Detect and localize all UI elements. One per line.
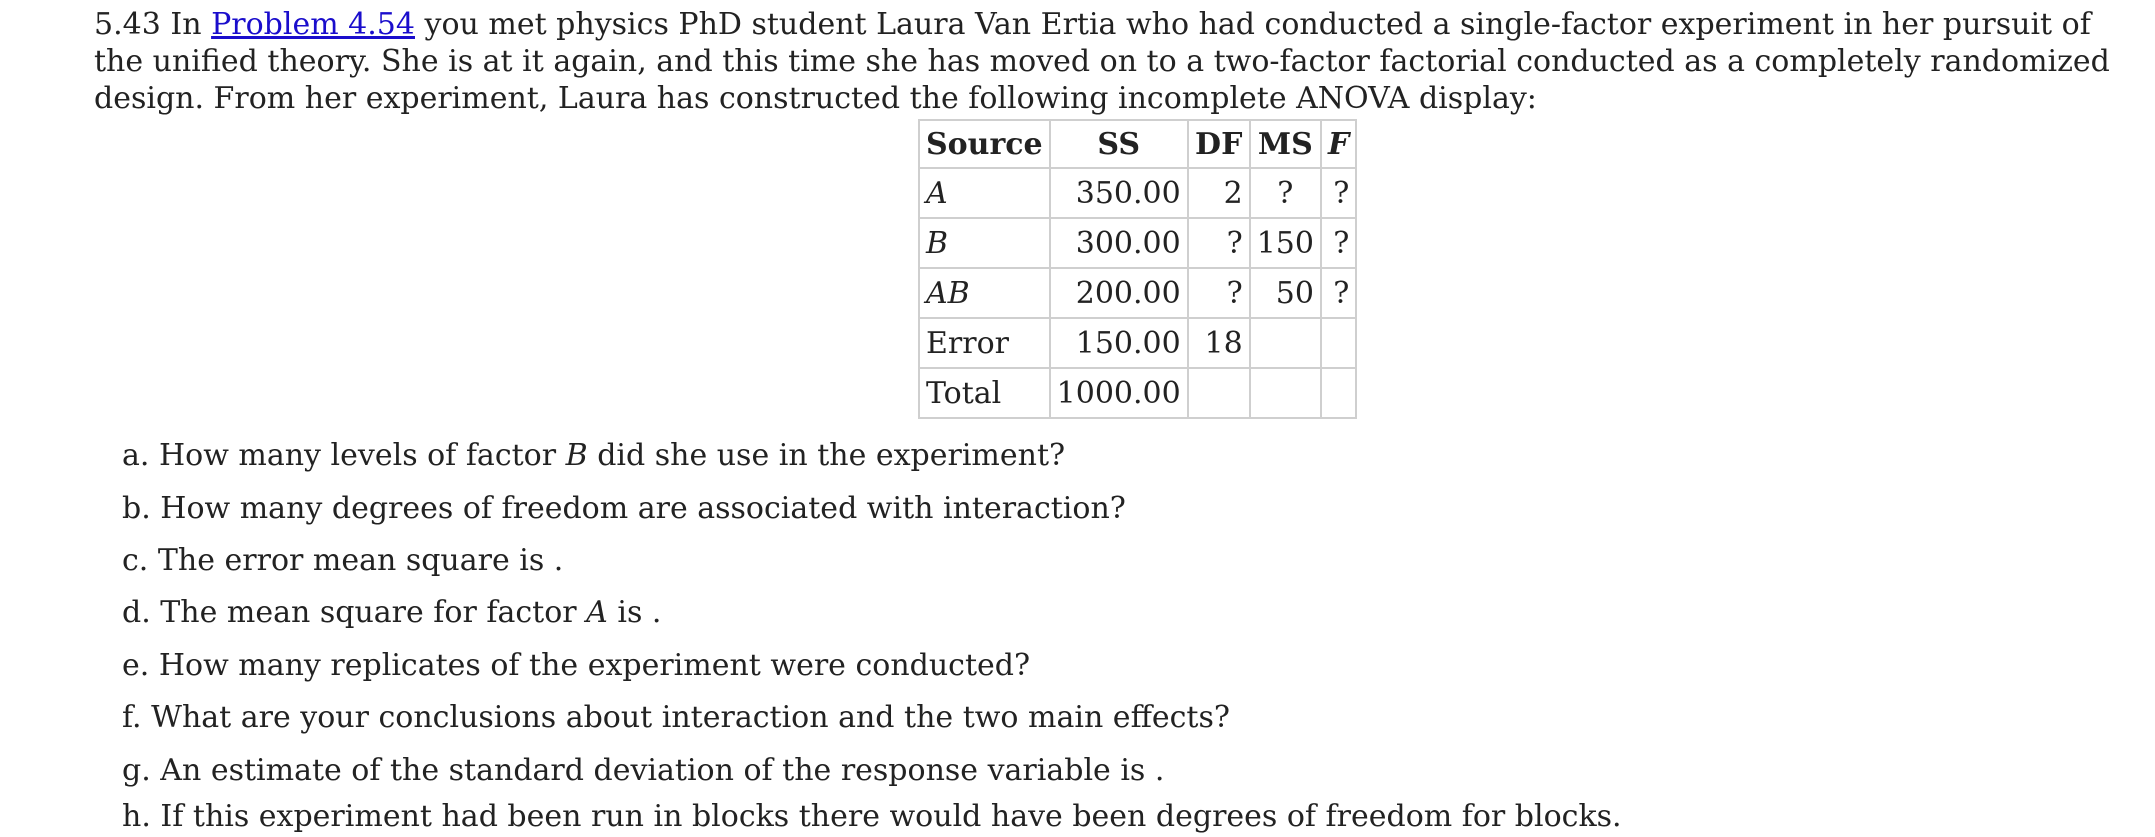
anova-header-row	[919, 120, 1356, 168]
anova-table-wrapper	[918, 119, 1357, 419]
cell-df: ?	[1188, 268, 1250, 318]
question-label: h.	[122, 799, 151, 834]
cell-ms	[1250, 368, 1321, 418]
problem-statement	[94, 6, 2144, 117]
cell-ms: 150	[1250, 218, 1321, 268]
cell-ms	[1250, 318, 1321, 368]
question-variable: A	[586, 595, 608, 630]
question-label: e.	[122, 648, 150, 683]
cell-source: Total	[919, 368, 1050, 418]
anova-table	[918, 119, 1357, 419]
cell-df	[1188, 368, 1250, 418]
cell-ss: 150.00	[1050, 318, 1188, 368]
cell-df: ?	[1188, 218, 1250, 268]
problem-link[interactable]: Problem 4.54	[211, 7, 415, 42]
question-text-pre: An estimate of the standard deviation of the response variable is .	[160, 753, 1165, 788]
cell-ms: 50	[1250, 268, 1321, 318]
cell-df: 2	[1188, 168, 1250, 218]
cell-df: 18	[1188, 318, 1250, 368]
header-df: DF	[1188, 120, 1250, 168]
cell-f	[1321, 318, 1356, 368]
question-label: d.	[122, 595, 151, 630]
table-row	[919, 318, 1356, 368]
table-row	[919, 368, 1356, 418]
problem-number: 5.43	[94, 7, 161, 42]
intro-text-pre: In	[170, 7, 212, 42]
question-label: b.	[122, 491, 151, 526]
cell-f: ?	[1321, 168, 1356, 218]
question-text-pre: What are your conclusions about interaction and the two main effects?	[151, 700, 1230, 735]
cell-ss: 1000.00	[1050, 368, 1188, 418]
cell-source: A	[919, 168, 1050, 218]
cell-source: Error	[919, 318, 1050, 368]
question-text-post: did she use in the experiment?	[587, 438, 1066, 473]
list-item	[122, 593, 661, 633]
question-text-pre: How many replicates of the experiment were conducted?	[158, 648, 1031, 683]
question-text-pre: How many levels of factor	[158, 438, 566, 473]
question-text-pre: The mean square for factor	[160, 595, 587, 630]
list-item	[122, 541, 563, 581]
question-label: f.	[122, 700, 142, 735]
question-text-pre: How many degrees of freedom are associated with interaction?	[160, 491, 1126, 526]
cell-f: ?	[1321, 268, 1356, 318]
list-item	[122, 489, 1126, 529]
cell-source: B	[919, 218, 1050, 268]
list-item	[122, 751, 1164, 791]
cell-ss: 200.00	[1050, 268, 1188, 318]
cell-ss: 350.00	[1050, 168, 1188, 218]
table-row	[919, 218, 1356, 268]
cell-ms: ?	[1250, 168, 1321, 218]
cell-f: ?	[1321, 218, 1356, 268]
table-row	[919, 268, 1356, 318]
cell-ss: 300.00	[1050, 218, 1188, 268]
cell-source: AB	[919, 268, 1050, 318]
question-label: a.	[122, 438, 150, 473]
question-text-post: is .	[607, 595, 662, 630]
header-f: F	[1321, 120, 1356, 168]
table-row	[919, 168, 1356, 218]
question-text-pre: The error mean square is .	[157, 543, 564, 578]
question-label: g.	[122, 753, 151, 788]
cell-f	[1321, 368, 1356, 418]
list-item	[122, 698, 1230, 738]
question-label: c.	[122, 543, 149, 578]
intro-text-post: you met physics PhD student Laura Van Ertia who had conducted a single-factor experiment in her pursuit of the unified theory. She is at it again, and this time she has moved on to a two-factor factorial conducted as a completely randomized design. From her experiment, Laura has constructed the following incomplete ANOVA display:	[94, 7, 2110, 116]
list-item	[122, 797, 1622, 837]
question-variable: B	[565, 438, 588, 473]
question-text-pre: If this experiment had been run in blocks there would have been degrees of freedom for blocks.	[160, 799, 1622, 834]
header-ss: SS	[1050, 120, 1188, 168]
header-source: Source	[919, 120, 1050, 168]
list-item	[122, 646, 1030, 686]
list-item	[122, 436, 1065, 476]
header-ms: MS	[1250, 120, 1321, 168]
